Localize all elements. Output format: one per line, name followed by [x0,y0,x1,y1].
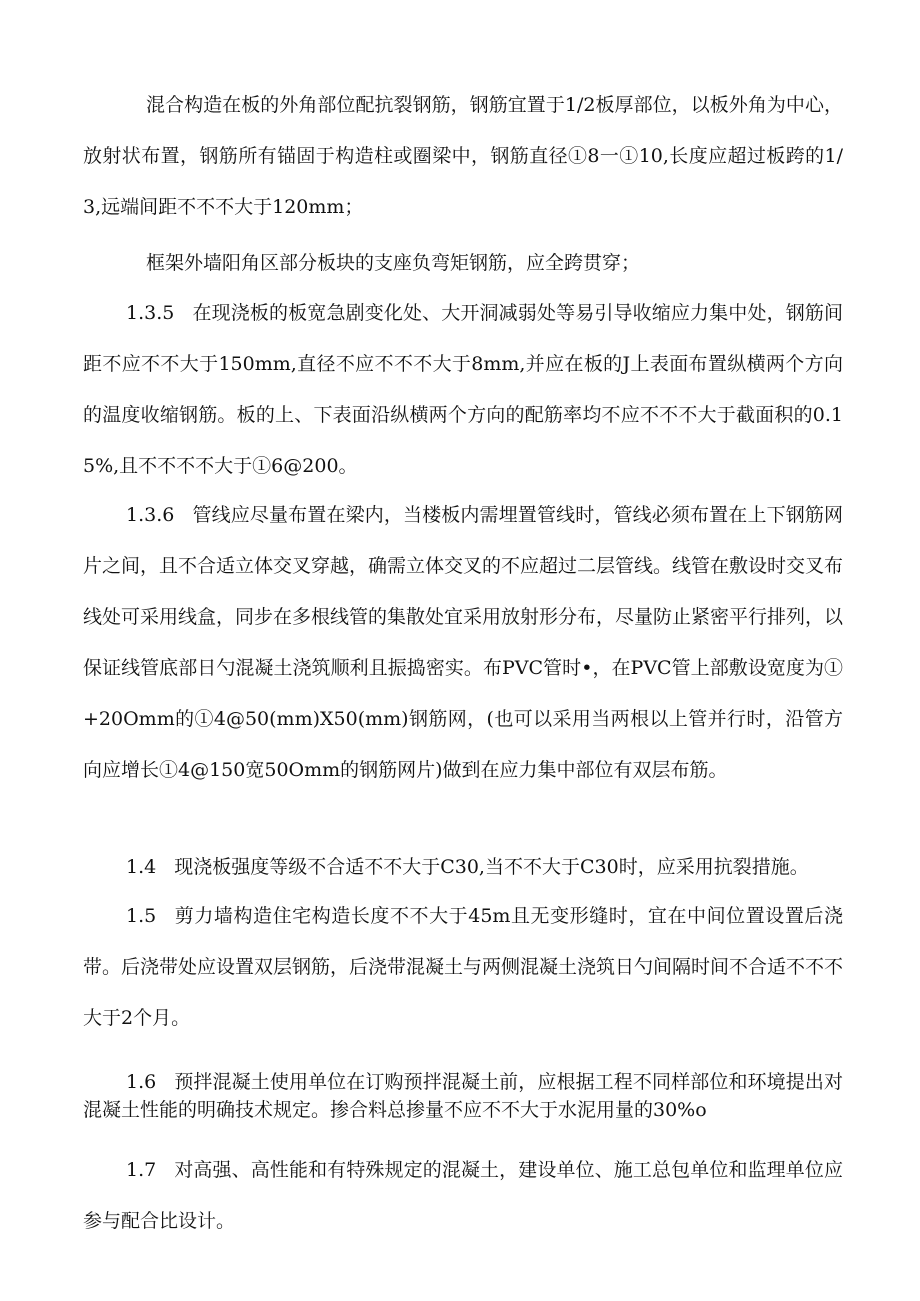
section-number: 1.3.6 [126,504,175,526]
paragraph-1-4 [83,842,843,893]
paragraph-text: 管线应尽量布置在梁内，当楼板内需埋置管线时，管线必须布置在上下钢筋网片之间，且不合适立体交叉穿越，确需立体交叉的不应超过二层管线。线管在敷设时交叉布线处可采用线盒，同步在多根线管的集散处宜采用放射形分布，尽量防止紧密平行排列，以保证线管底部日勺混凝土浇筑顺利且振捣密实。布PVC管时•，在PVC管上部敷设宽度为①+20Omm的①4@50(mm)X50(mm)钢筋网，(也可以采用当两根以上管并行时，沿管方向应增长①4@150宽50Omm的钢筋网片)做到在应力集中部位有双层布筋。 [83,504,844,781]
section-number: 1.7 [126,1159,157,1181]
paragraph-text: 在现浇板的板宽急剧变化处、大开洞减弱处等易引导收缩应力集中处，钢筋间距不应不不大于150mm,直径不应不不不大于8mm,并应在板的J上表面布置纵横两个方向的温度收缩钢筋。板的上、下表面沿纵横两个方向的配筋率均不应不不不大于截面积的0.15%,且不不不不大于①6@200。 [83,302,843,477]
section-number: 1.4 [126,856,157,878]
paragraph-text: 剪力墙构造住宅构造长度不不大于45m且无变形缝时，宜在中间位置设置后浇带。后浇带处应设置双层钢筋，后浇带混凝土与两侧混凝土浇筑日勺间隔时间不合适不不不大于2个月。 [83,905,844,1029]
section-number: 1.5 [126,905,157,927]
section-number: 1.3.5 [126,302,175,324]
paragraph-1-5 [83,891,843,1044]
paragraph-1-3-5 [83,288,843,492]
paragraph-text: 预拌混凝土使用单位在订购预拌混凝土前，应根据工程不同样部位和环境提出对混凝土性能的明确技术规定。掺合料总掺量不应不不大于水泥用量的30%o [83,1071,843,1121]
paragraph-text: 对高强、高性能和有特殊规定的混凝土，建设单位、施工总包单位和监理单位应参与配合比设计。 [83,1159,843,1232]
paragraph-1-3-6 [83,490,843,796]
paragraph-text: 框架外墙阳角区部分板块的支座负弯矩钢筋，应全跨贯穿； [146,252,641,274]
section-number: 1.6 [126,1071,157,1093]
paragraph-1-7 [83,1145,843,1247]
paragraph-text: 现浇板强度等级不合适不不大于C30,当不不大于C30时，应采用抗裂措施。 [174,856,809,878]
paragraph-frame-corner [83,238,843,289]
paragraph-anti-crack-rebar [83,80,843,233]
paragraph-text: 混合构造在板的外角部位配抗裂钢筋，钢筋宜置于1/2板厚部位，以板外角为中心，放射状布置，钢筋所有锚固于构造柱或圈梁中，钢筋直径①8一①10,长度应超过板跨的1/3,远端间距不不不大于120mm； [83,94,843,218]
paragraph-1-6 [83,1068,843,1124]
